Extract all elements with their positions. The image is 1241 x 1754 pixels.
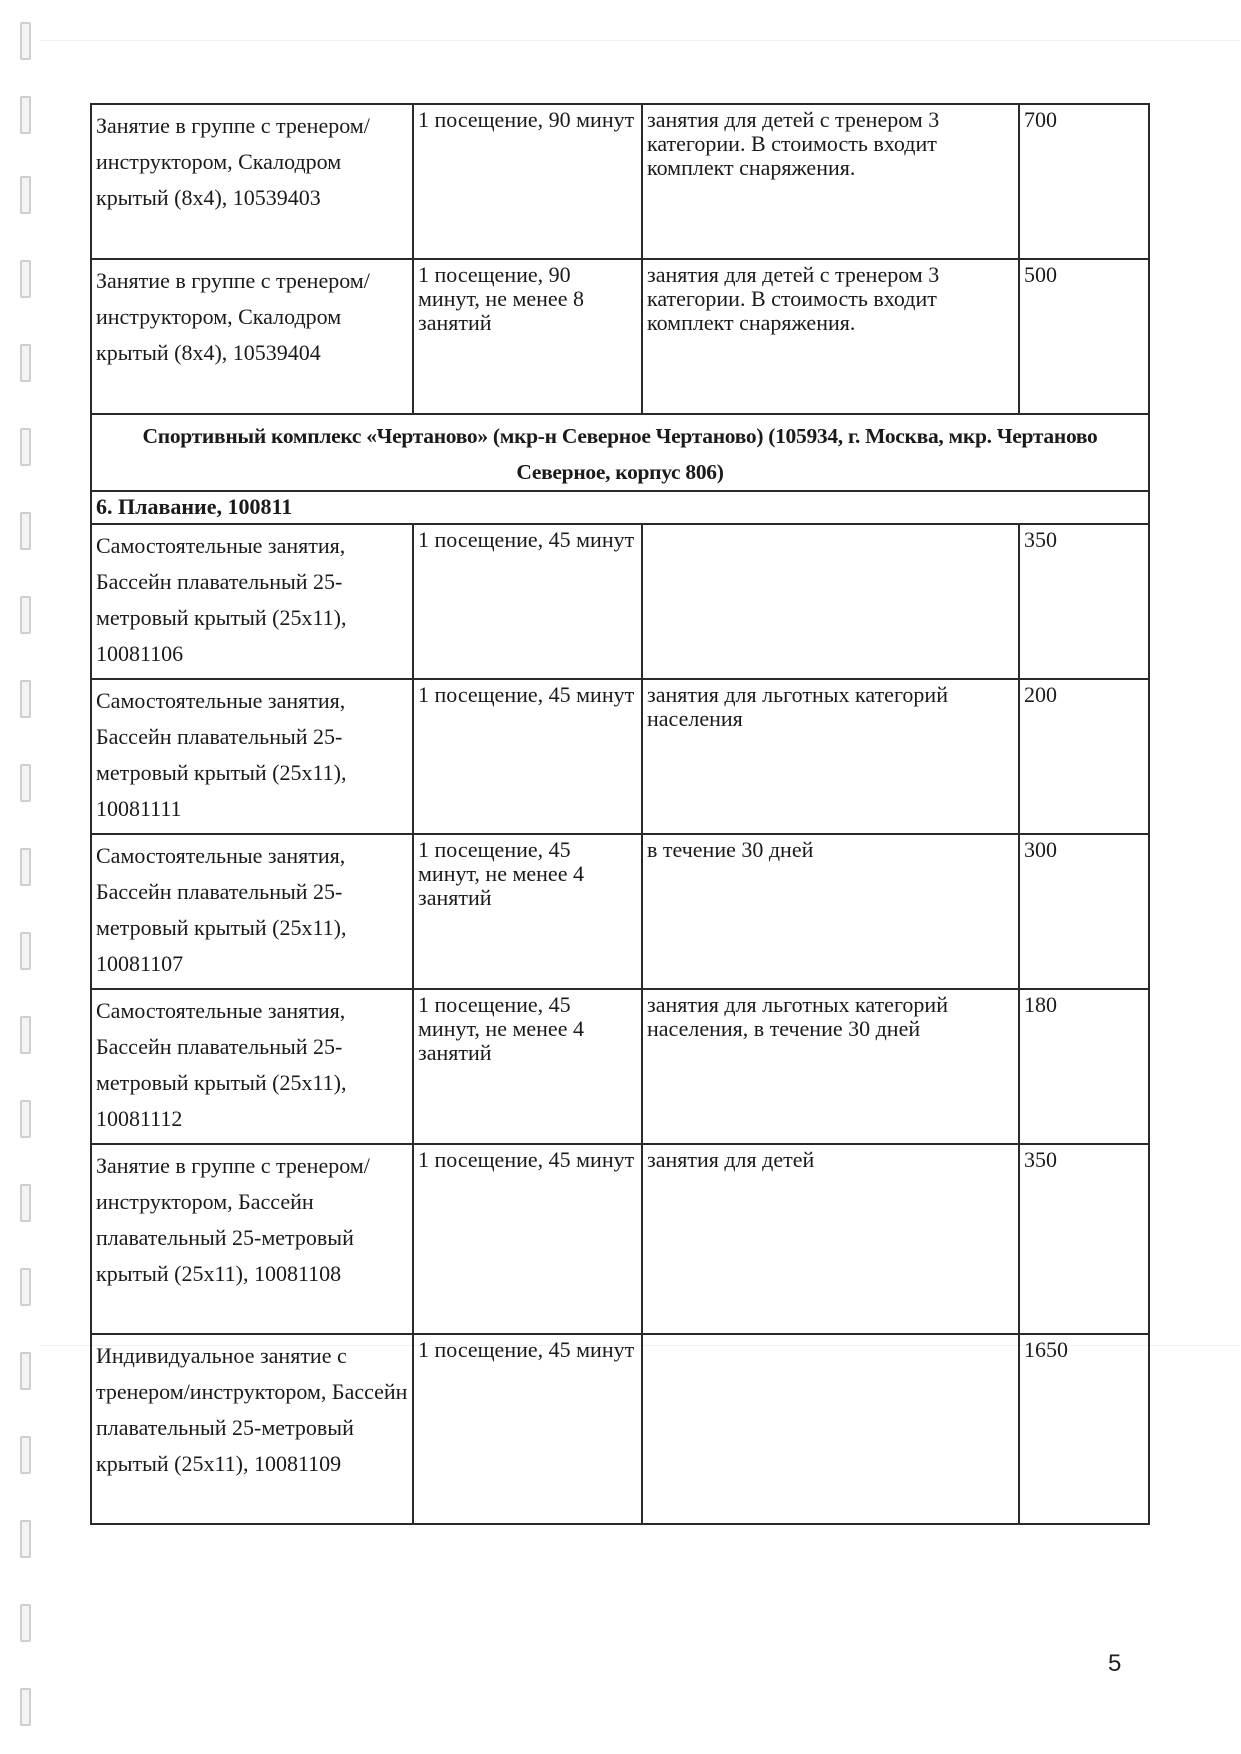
note-cell: занятия для детей с тренером 3 категории. В стоимость входит комплект снаряжения. bbox=[642, 104, 1019, 259]
binder-hole bbox=[20, 260, 31, 298]
binder-hole bbox=[20, 1100, 31, 1138]
duration-cell: 1 посещение, 90 минут, не менее 8 занятий bbox=[413, 259, 642, 414]
duration-cell: 1 посещение, 45 минут, не менее 4 занятий bbox=[413, 834, 642, 989]
note-cell: в течение 30 дней bbox=[642, 834, 1019, 989]
venue-row bbox=[91, 414, 1149, 491]
binder-hole bbox=[20, 1604, 31, 1642]
binder-hole bbox=[20, 22, 31, 60]
binder-hole bbox=[20, 344, 31, 382]
binder-hole bbox=[20, 680, 31, 718]
binder-hole bbox=[20, 1520, 31, 1558]
price-cell: 300 bbox=[1019, 834, 1149, 989]
service-name-cell: Самостоятельные занятия, Бассейн плавательный 25-метровый крытый (25х11), 10081112 bbox=[91, 989, 413, 1144]
binder-hole bbox=[20, 1352, 31, 1390]
section-heading: 6. Плавание, 100811 bbox=[91, 491, 1149, 524]
table-row bbox=[91, 989, 1149, 1144]
duration-cell: 1 посещение, 45 минут bbox=[413, 1144, 642, 1334]
table-row bbox=[91, 679, 1149, 834]
binder-hole bbox=[20, 764, 31, 802]
service-name-cell: Самостоятельные занятия, Бассейн плавательный 25-метровый крытый (25х11), 10081111 bbox=[91, 679, 413, 834]
note-cell bbox=[642, 1334, 1019, 1524]
duration-cell: 1 посещение, 45 минут bbox=[413, 1334, 642, 1524]
binder-hole bbox=[20, 1688, 31, 1726]
service-name-cell: Занятие в группе с тренером/инструктором, Скалодром крытый (8х4), 10539404 bbox=[91, 259, 413, 414]
service-name-cell: Занятие в группе с тренером/инструктором, Бассейн плавательный 25-метровый крытый (25х11), 10081108 bbox=[91, 1144, 413, 1334]
price-cell: 500 bbox=[1019, 259, 1149, 414]
price-cell: 1650 bbox=[1019, 1334, 1149, 1524]
service-name-cell: Самостоятельные занятия, Бассейн плавательный 25-метровый крытый (25х11), 10081106 bbox=[91, 524, 413, 679]
binder-hole bbox=[20, 1016, 31, 1054]
duration-cell: 1 посещение, 45 минут, не менее 4 занятий bbox=[413, 989, 642, 1144]
binder-hole bbox=[20, 96, 31, 134]
venue-heading: Спортивный комплекс «Чертаново» (мкр-н Северное Чертаново) (105934, г. Москва, мкр. Чертаново Северное, корпус 806) bbox=[91, 414, 1149, 491]
binder-hole bbox=[20, 1184, 31, 1222]
price-cell: 180 bbox=[1019, 989, 1149, 1144]
binder-hole bbox=[20, 1268, 31, 1306]
table-row bbox=[91, 1144, 1149, 1334]
binder-hole bbox=[20, 428, 31, 466]
service-name-cell: Индивидуальное занятие с тренером/инструктором, Бассейн плавательный 25-метровый крытый (25х11), 10081109 bbox=[91, 1334, 413, 1524]
binder-hole bbox=[20, 848, 31, 886]
binder-hole bbox=[20, 1436, 31, 1474]
table-row bbox=[91, 834, 1149, 989]
service-name-cell: Занятие в группе с тренером/инструктором, Скалодром крытый (8х4), 10539403 bbox=[91, 104, 413, 259]
scan-artifact-line bbox=[40, 40, 1240, 41]
table-row bbox=[91, 524, 1149, 679]
binder-hole bbox=[20, 176, 31, 214]
price-cell: 350 bbox=[1019, 1144, 1149, 1334]
price-cell: 200 bbox=[1019, 679, 1149, 834]
note-cell: занятия для льготных категорий населения bbox=[642, 679, 1019, 834]
table-row bbox=[91, 259, 1149, 414]
page-number: 5 bbox=[1108, 1650, 1122, 1677]
table-row bbox=[91, 104, 1149, 259]
note-cell: занятия для детей bbox=[642, 1144, 1019, 1334]
note-cell: занятия для льготных категорий населения, в течение 30 дней bbox=[642, 989, 1019, 1144]
binder-hole bbox=[20, 932, 31, 970]
note-cell: занятия для детей с тренером 3 категории. В стоимость входит комплект снаряжения. bbox=[642, 259, 1019, 414]
duration-cell: 1 посещение, 45 минут bbox=[413, 679, 642, 834]
binder-hole bbox=[20, 512, 31, 550]
section-row bbox=[91, 491, 1149, 524]
price-cell: 700 bbox=[1019, 104, 1149, 259]
duration-cell: 1 посещение, 45 минут bbox=[413, 524, 642, 679]
service-name-cell: Самостоятельные занятия, Бассейн плавательный 25-метровый крытый (25х11), 10081107 bbox=[91, 834, 413, 989]
binder-hole bbox=[20, 596, 31, 634]
note-cell bbox=[642, 524, 1019, 679]
table-row bbox=[91, 1334, 1149, 1524]
binder-holes bbox=[16, 0, 38, 1754]
price-cell: 350 bbox=[1019, 524, 1149, 679]
price-table bbox=[90, 103, 1150, 1525]
duration-cell: 1 посещение, 90 минут bbox=[413, 104, 642, 259]
